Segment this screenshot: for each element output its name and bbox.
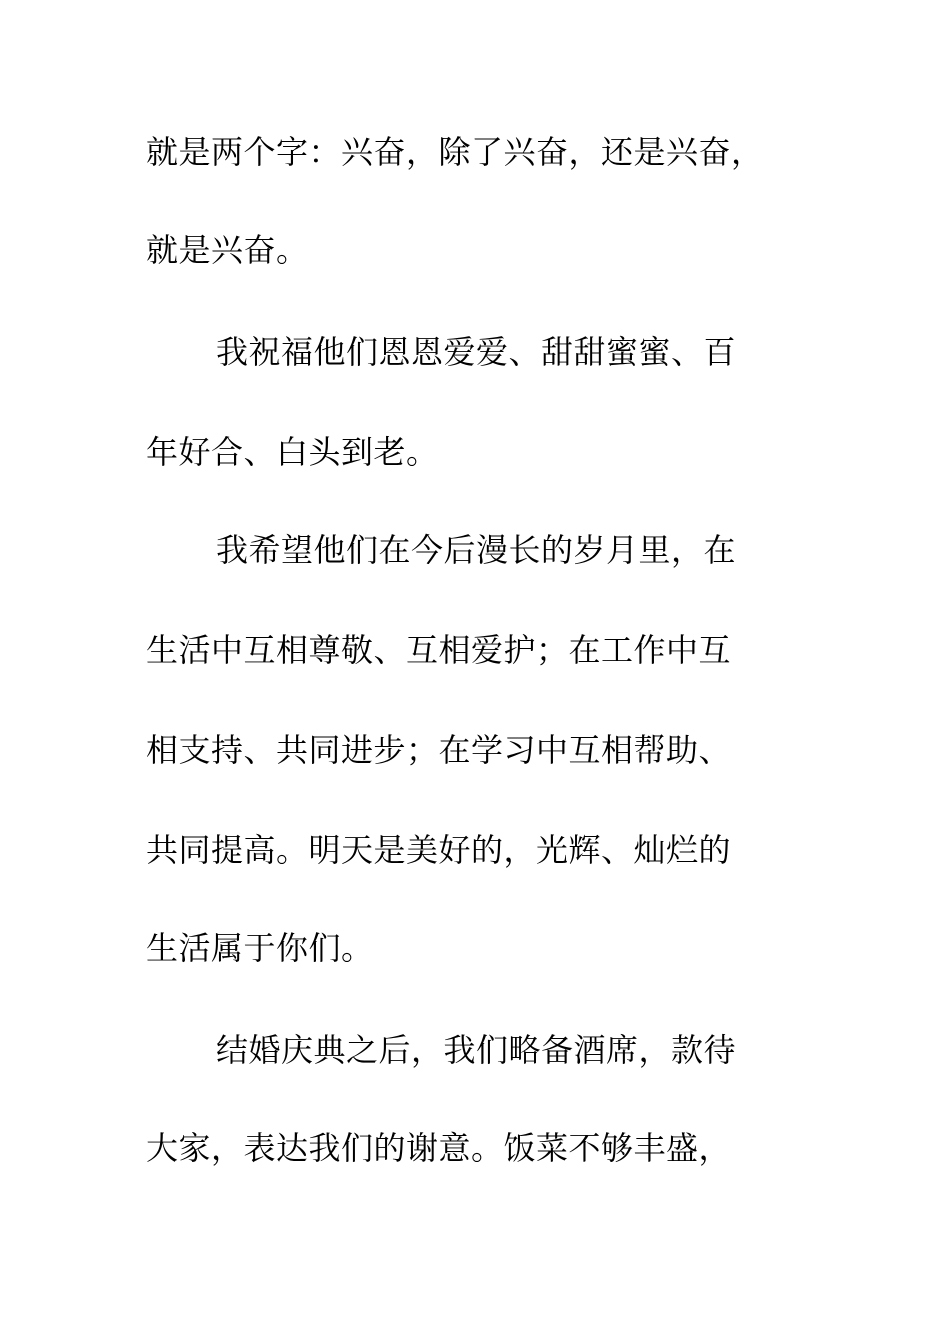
text-line: 生活属于你们。	[146, 929, 374, 967]
text-line: 生活中互相尊敬、互相爱护；在工作中互	[146, 631, 732, 669]
text-line: 大家，表达我们的谢意。饭菜不够丰盛，	[146, 1129, 732, 1167]
text-line: 就是兴奋。	[146, 231, 309, 269]
text-line: 相支持、共同进步；在学习中互相帮助、	[146, 731, 732, 769]
text-line: 就是两个字：兴奋，除了兴奋，还是兴奋，	[146, 133, 764, 171]
paragraph-first-line: 结婚庆典之后，我们略备酒席，款待	[216, 1031, 737, 1069]
paragraph-first-line: 我希望他们在今后漫长的岁月里，在	[216, 531, 737, 569]
paragraph-first-line: 我祝福他们恩恩爱爱、甜甜蜜蜜、百	[216, 333, 737, 371]
text-line: 年好合、白头到老。	[146, 433, 439, 471]
text-line: 共同提高。明天是美好的，光辉、灿烂的	[146, 831, 732, 869]
